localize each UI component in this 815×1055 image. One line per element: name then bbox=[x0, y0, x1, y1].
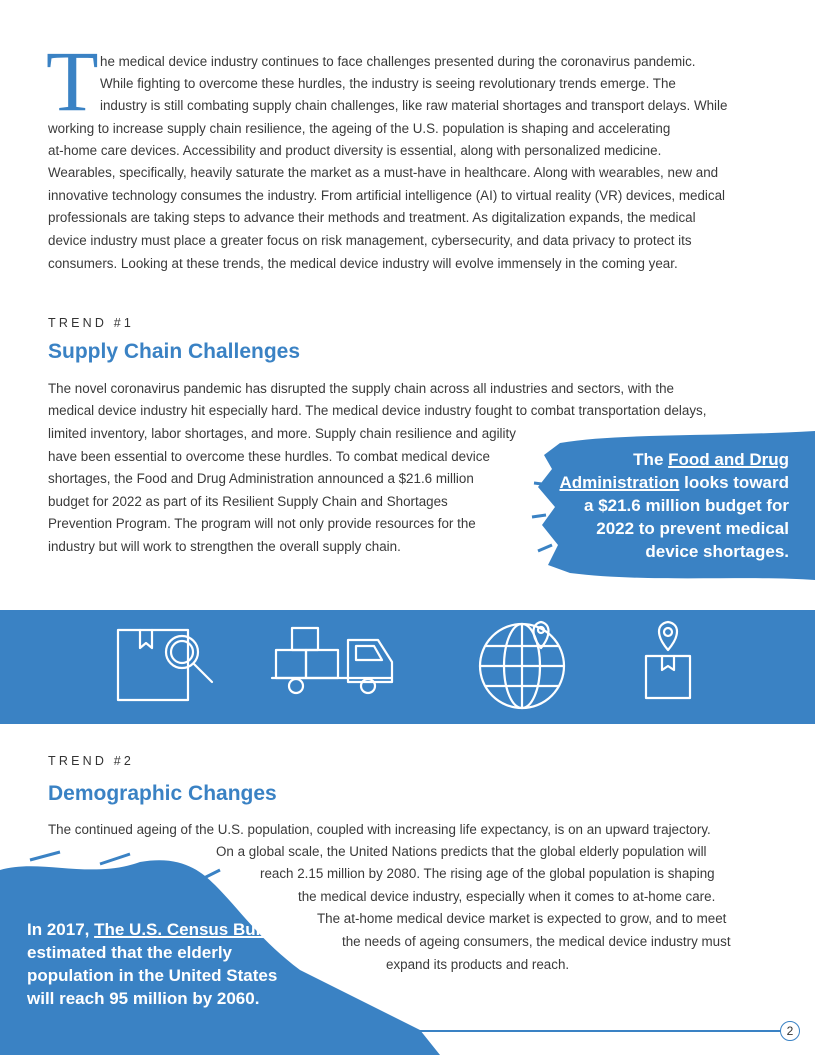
text-line: The at-home medical device market is expected to grow, and to meet bbox=[317, 911, 727, 926]
text-line: medical device industry hit especially hard. The medical device industry fought to combat transportation delays, bbox=[48, 403, 707, 418]
text-line: limited inventory, labor shortages, and more. Supply chain resilience and agility bbox=[48, 426, 516, 441]
box-magnifier-icon bbox=[118, 630, 212, 700]
text-line: consumers. Looking at these trends, the medical device industry will evolve immensely in the coming year. bbox=[48, 256, 678, 271]
callout-text: device shortages. bbox=[645, 542, 789, 561]
text-line: the needs of ageing consumers, the medical device industry must bbox=[342, 934, 731, 949]
callout-text: population in the United States bbox=[27, 966, 278, 985]
trend-1-heading: Supply Chain Challenges bbox=[48, 340, 301, 363]
text-line: industry is still combating supply chain challenges, like raw material shortages and transport delays. While bbox=[100, 98, 728, 113]
text-line: The novel coronavirus pandemic has disrupted the supply chain across all industries and sectors, with the bbox=[48, 381, 674, 396]
text-line: shortages, the Food and Drug Administration announced a $21.6 million bbox=[48, 471, 474, 486]
text-line: have been essential to overcome these hurdles. To combat medical device bbox=[48, 449, 490, 464]
location-pin-box-icon bbox=[646, 622, 690, 698]
text-line: The continued ageing of the U.S. population, coupled with increasing life expectancy, is on an upward trajectory. bbox=[48, 822, 711, 837]
callout-text: In 2017, bbox=[27, 920, 95, 939]
text-line: Prevention Program. The program will not only provide resources for the bbox=[48, 516, 476, 531]
trend-2-label: TREND #2 bbox=[48, 754, 135, 768]
trend-2-heading: Demographic Changes bbox=[48, 782, 277, 805]
text-line: device industry must place a greater focus on risk management, cybersecurity, and data privacy to protect its bbox=[48, 233, 692, 248]
text-line: he medical device industry continues to face challenges presented during the coronavirus pandemic. bbox=[100, 54, 696, 69]
callout-text: The bbox=[633, 450, 669, 469]
text-line: the medical device industry, especially when it comes to at-home care. bbox=[298, 889, 716, 904]
demographic-callout bbox=[27, 918, 292, 1010]
callout-text: looks toward bbox=[679, 473, 789, 492]
text-line: innovative technology consumes the industry. From artificial intelligence (AI) to virtual reality (VR) devices, medical bbox=[48, 188, 725, 203]
text-line: While fighting to overcome these hurdles, the industry is seeing revolutionary trends emerge. The bbox=[100, 76, 676, 91]
text-line: expand its products and reach. bbox=[386, 957, 570, 972]
callout-text: a $21.6 million budget for bbox=[584, 496, 789, 515]
fda-link[interactable]: Food and Drug bbox=[668, 450, 789, 469]
drop-cap: T bbox=[46, 33, 99, 129]
supply-chain-callout bbox=[559, 448, 789, 563]
callout-text: will reach 95 million by 2060. bbox=[27, 989, 260, 1008]
icon-banner bbox=[0, 610, 815, 724]
census-bureau-link[interactable]: The U.S. Census Bureau bbox=[94, 920, 292, 939]
text-line: working to increase supply chain resilience, the ageing of the U.S. population is shaping and accelerating bbox=[48, 121, 671, 136]
delivery-truck-icon bbox=[272, 628, 392, 693]
footer-rule bbox=[0, 1030, 782, 1032]
text-line: professionals are taking steps to advance their methods and treatment. As digitalization expands, the medical bbox=[48, 210, 696, 225]
trend-1-label: TREND #1 bbox=[48, 316, 135, 330]
text-line: at-home care devices. Accessibility and product diversity is essential, along with personalized medicine. bbox=[48, 143, 662, 158]
globe-pin-icon bbox=[480, 622, 564, 708]
fda-link-cont[interactable]: Administration bbox=[559, 473, 680, 492]
text-line: industry but will work to strengthen the overall supply chain. bbox=[48, 539, 401, 554]
text-line: On a global scale, the United Nations predicts that the global elderly population will bbox=[216, 844, 707, 859]
callout-text: estimated that the elderly bbox=[27, 943, 233, 962]
page-number: 2 bbox=[780, 1021, 800, 1041]
text-line: budget for 2022 as part of its Resilient Supply Chain and Shortages bbox=[48, 494, 448, 509]
callout-text: 2022 to prevent medical bbox=[596, 519, 789, 538]
text-line: reach 2.15 million by 2080. The rising age of the global population is shaping bbox=[260, 866, 715, 881]
text-line: Wearables, specifically, heavily saturate the market as a must-have in healthcare. Along with wearables, new and bbox=[48, 165, 719, 180]
